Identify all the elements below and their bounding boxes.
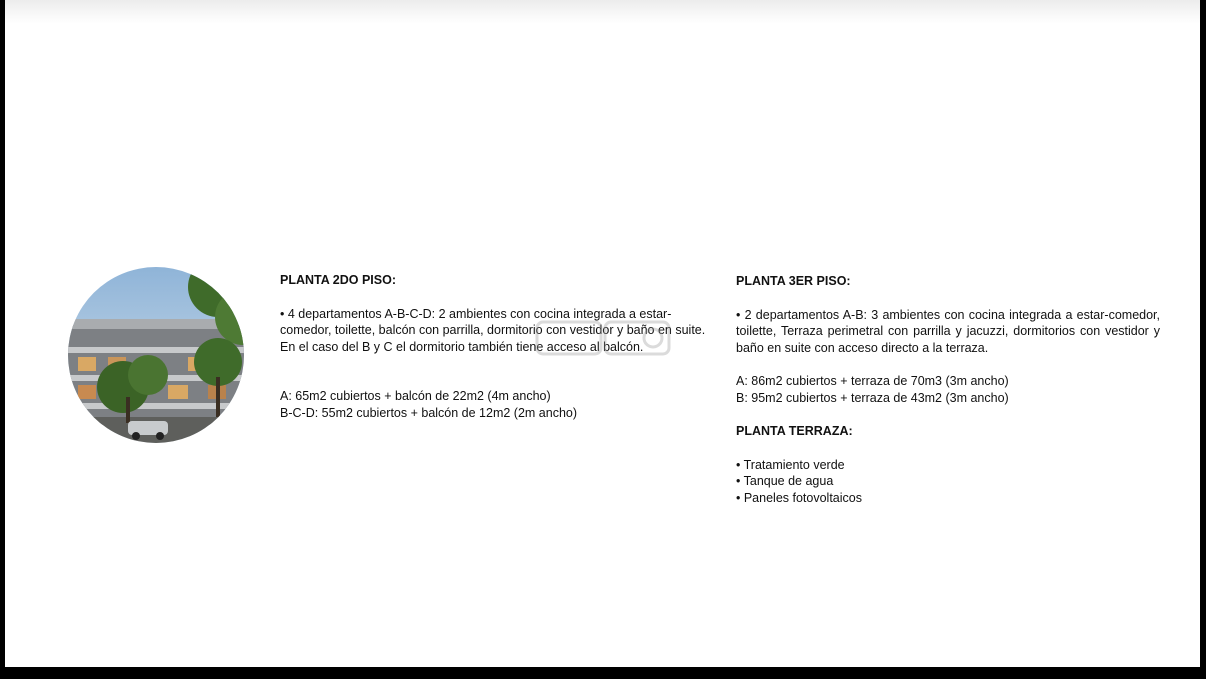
planta-2do-unit-a: A: 65m2 cubiertos + balcón de 22m2 (4m ancho) (280, 389, 551, 403)
top-shadow (5, 0, 1200, 24)
planta-3er-unit-a: A: 86m2 cubiertos + terraza de 70m3 (3m ancho) (736, 374, 1009, 388)
building-photo (68, 267, 244, 443)
planta-terraza-title: PLANTA TERRAZA: (736, 424, 853, 438)
planta-3er-title: PLANTA 3ER PISO: (736, 274, 851, 288)
watermark-logo (535, 316, 675, 360)
planta-3er-piso-section (736, 273, 1160, 506)
planta-3er-description: • 2 departamentos A-B: 3 ambientes con cocina integrada a estar-comedor, toilette, Terraza perimetral con parrilla y jacuzzi, dormitorios con vestidor y baño en suite con acceso directo a la terraza. (736, 307, 1160, 355)
document-page (5, 0, 1200, 667)
terraza-item: • Tratamiento verde (736, 457, 845, 472)
planta-2do-description: • 4 departamentos A-B-C-D: 2 ambientes con cocina integrada a estar-comedor, toilette, balcón con parrilla, dormitorio con vestidor y baño en suite. En el caso del B y C el dormitorio también tiene acceso al balcón. (280, 306, 706, 354)
planta-2do-unit-bcd: B-C-D: 55m2 cubiertos + balcón de 12m2 (2m ancho) (280, 405, 578, 420)
planta-2do-title: PLANTA 2DO PISO: (280, 273, 396, 287)
terraza-item: • Tanque de agua (736, 474, 834, 488)
planta-3er-unit-b: B: 95m2 cubiertos + terraza de 43m2 (3m ancho) (736, 390, 1009, 405)
terraza-item: • Paneles fotovoltaicos (736, 490, 862, 505)
